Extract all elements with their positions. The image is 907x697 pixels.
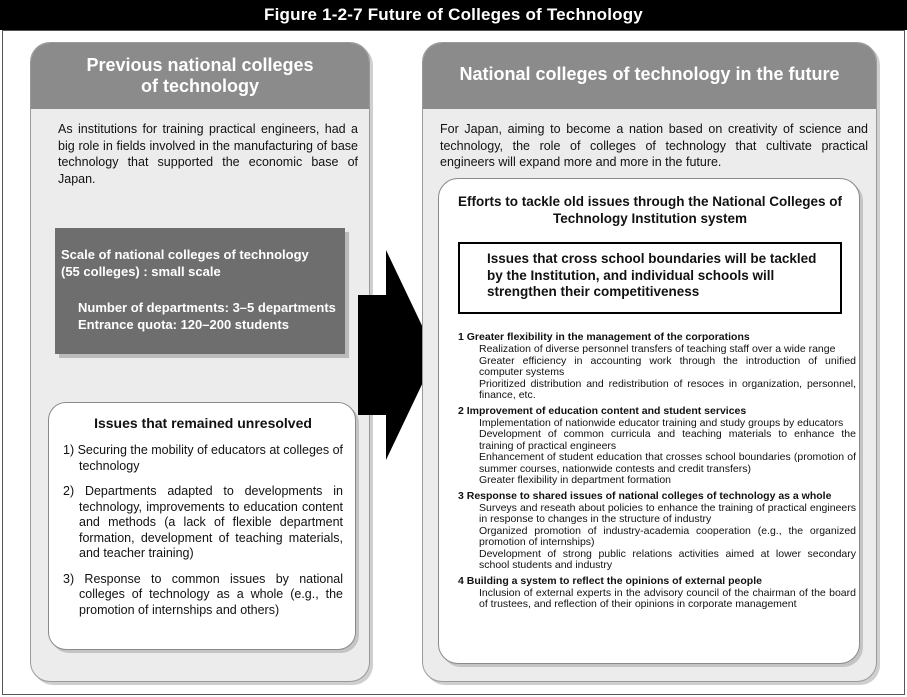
- scale-line-4: Entrance quota: 120–200 students: [78, 317, 289, 332]
- scale-box: [55, 228, 345, 354]
- efforts-section-management: [458, 331, 856, 402]
- efforts-title: [447, 193, 853, 227]
- efforts-section-shared-issues: [458, 490, 856, 572]
- scale-line-1: Scale of national colleges of technology: [61, 247, 309, 262]
- section-item: Realization of diverse personnel transfers of teaching staff over a wide range: [479, 343, 836, 355]
- cross-boundary-issues-box: [458, 242, 842, 314]
- cross-boundary-line2: by the Institution, and individual schools will: [487, 267, 775, 283]
- scale-line-3: Number of departments: 3–5 departments: [78, 300, 336, 315]
- unresolved-issue-item: 1) Securing the mobility of educators at colleges of technology: [63, 443, 344, 473]
- previous-colleges-intro: As institutions for training practical engineers, had a big role in fields involved in the manufacturing of base technology that supported the economic base of Japan.: [58, 122, 358, 186]
- scale-line-2: (55 colleges) : small scale: [61, 264, 221, 279]
- efforts-title-line2: Technology Institution system: [552, 211, 748, 226]
- efforts-box: [438, 178, 860, 664]
- efforts-sections: [458, 331, 856, 614]
- section-item: Development of common curricula and teaching materials to enhance the training of practical engineers: [479, 428, 856, 452]
- section-item: Development of strong public relations activities aimed at lower secondary school students and industry: [479, 547, 856, 571]
- section-item: Organized promotion of industry-academia cooperation (e.g., the organized promotion of internships): [479, 524, 856, 548]
- efforts-section-education: [458, 405, 856, 487]
- section-title: 1 Greater flexibility in the management of the corporations: [458, 331, 750, 343]
- section-item: Enhancement of student education that crosses school boundaries (promotion of summer courses, nationwide contests and credit transfers): [479, 451, 856, 475]
- future-colleges-header: National colleges of technology in the future: [423, 43, 876, 109]
- unresolved-issues-title: Issues that remained unresolved: [94, 415, 312, 431]
- efforts-section-external-opinions: [458, 575, 856, 611]
- section-item: Implementation of nationwide educator training and study groups by educators: [479, 416, 844, 429]
- section-item: Greater flexibility in department formation: [479, 474, 671, 486]
- future-colleges-intro: For Japan, aiming to become a nation based on creativity of science and technology, the role of colleges of technology that cultivate practical engineers will expand more and more in the future.: [440, 122, 868, 169]
- section-title: 4 Building a system to reflect the opinions of external people: [458, 574, 762, 587]
- figure-title: Figure 1-2-7 Future of Colleges of Technology: [0, 0, 907, 30]
- unresolved-issue-item: 3) Response to common issues by national colleges of technology as a whole (e.g., the promotion of internships and others): [63, 571, 343, 617]
- previous-colleges-header: [31, 43, 369, 109]
- section-title: 3 Response to shared issues of national colleges of technology as a whole: [458, 489, 832, 502]
- cross-boundary-line3: strengthen their competitiveness: [487, 284, 700, 299]
- efforts-title-line1: Efforts to tackle old issues through the National Colleges of: [457, 194, 843, 209]
- previous-colleges-header-line1: Previous national colleges: [86, 55, 314, 75]
- section-title: 2 Improvement of education content and student services: [458, 404, 747, 417]
- unresolved-issues-box: [48, 402, 356, 650]
- scale-details: [78, 299, 339, 333]
- section-item: Surveys and reseath about policies to enhance the training of practical engineers in response to changes in the structure of industry: [479, 501, 856, 525]
- section-item: Greater efficiency in accounting work through the introduction of unified computer systems: [479, 354, 856, 378]
- previous-colleges-header-line2: of technology: [141, 76, 259, 96]
- section-item: Prioritized distribution and redistribution of resoces in organization, personnel, finance, etc.: [479, 377, 856, 401]
- section-item: Inclusion of external experts in the advisory council of the chairman of the board of trustees, and reflection of their opinions in corporate management: [479, 586, 856, 610]
- unresolved-issue-item: 2) Departments adapted to developments in technology, improvements to education content and methods (a lack of flexible department formation, development of teaching materials, and teacher training): [63, 484, 343, 560]
- cross-boundary-line1: Issues that cross school boundaries will be tackled: [487, 251, 817, 266]
